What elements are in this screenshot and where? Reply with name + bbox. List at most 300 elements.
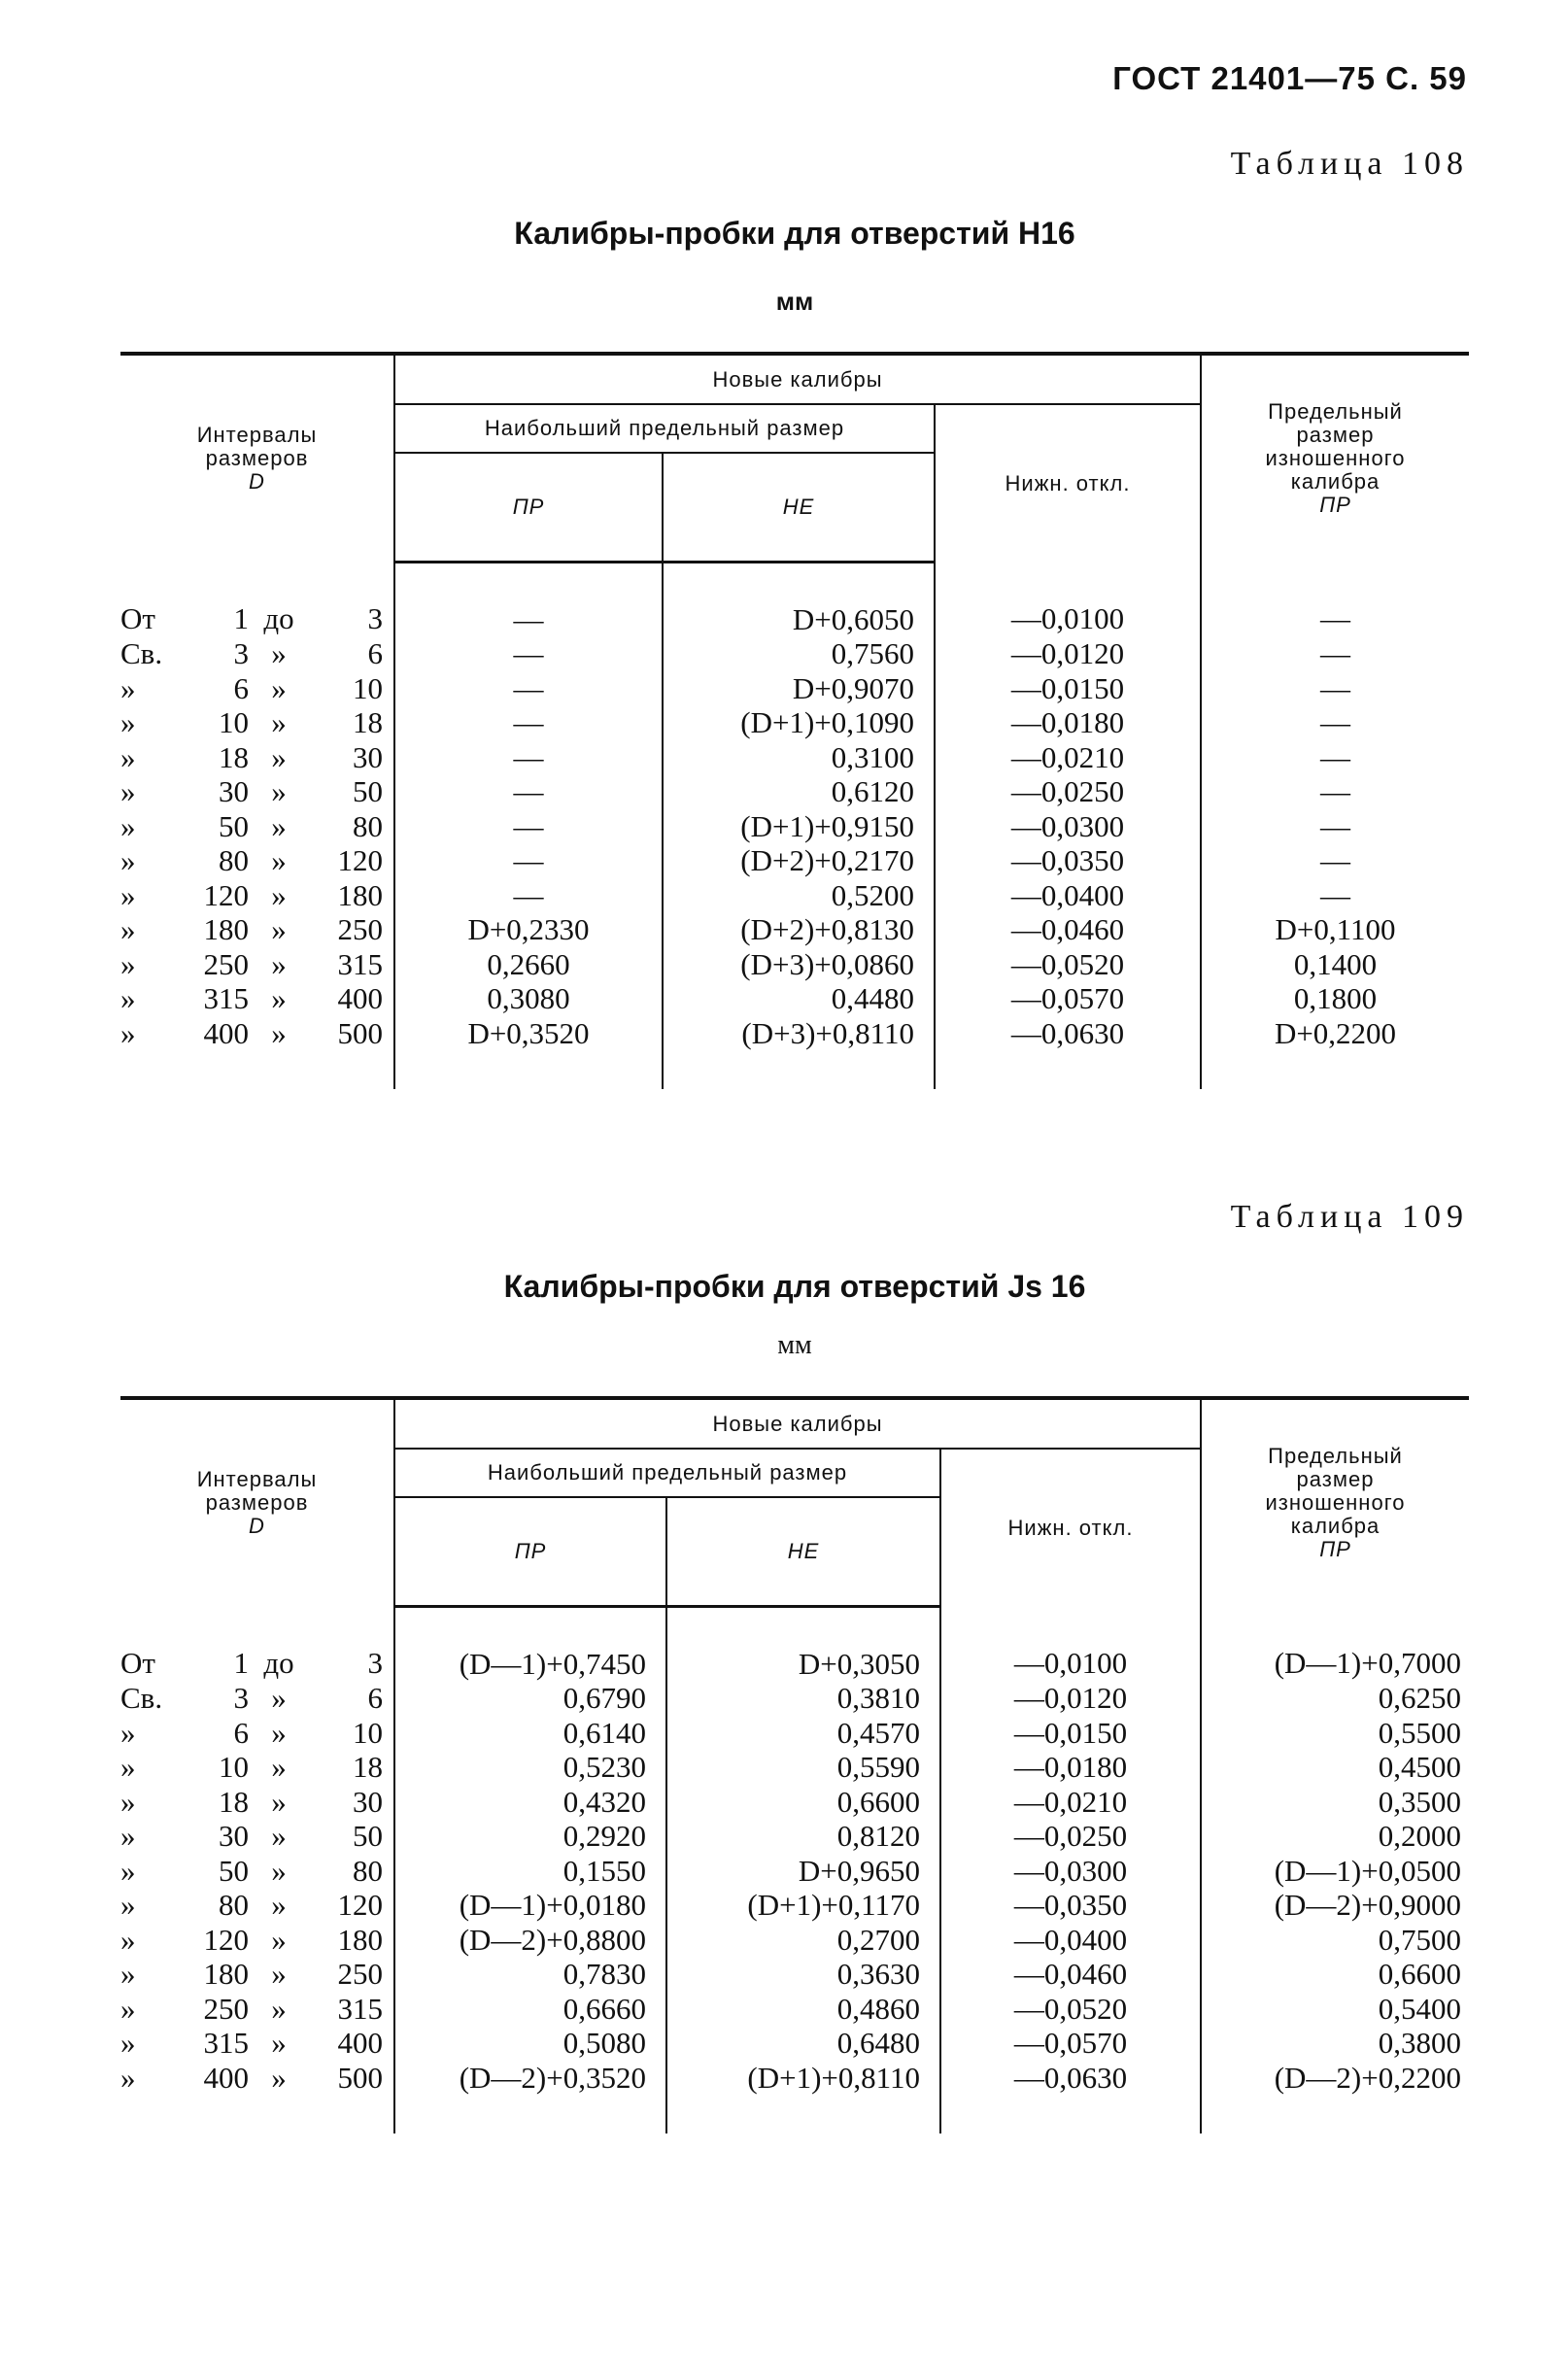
cell-pr: (D—1)+0,0180 bbox=[394, 1888, 666, 1923]
cell-lower-dev: —0,0210 bbox=[935, 740, 1201, 775]
interval-to: 180 bbox=[337, 1922, 383, 1957]
interval-to: 18 bbox=[353, 1750, 383, 1784]
interval-from: 120 bbox=[203, 1922, 249, 1957]
interval-to: 50 bbox=[353, 774, 383, 808]
interval-prefix: » bbox=[120, 774, 136, 808]
cell-ne: D+0,6050 bbox=[663, 562, 935, 636]
cell-worn-limit: 0,3800 bbox=[1201, 2026, 1469, 2061]
cell-ne: 0,2700 bbox=[666, 1923, 940, 1958]
interval-sep: » bbox=[271, 2060, 287, 2095]
cell-pr: 0,6660 bbox=[394, 1992, 666, 2027]
interval-prefix: » bbox=[120, 981, 136, 1015]
interval-to: 250 bbox=[337, 912, 383, 946]
cell-ne: (D+1)+0,1090 bbox=[663, 705, 935, 740]
cell-worn-limit: D+0,2200 bbox=[1201, 1016, 1469, 1090]
interval-prefix: » bbox=[120, 1991, 136, 2026]
cell-pr: 0,6790 bbox=[394, 1681, 666, 1716]
interval-prefix: » bbox=[120, 1957, 136, 1991]
cell-pr: (D—1)+0,7450 bbox=[394, 1606, 666, 1681]
interval-sep: » bbox=[271, 1750, 287, 1784]
interval-to: 3 bbox=[367, 1645, 383, 1680]
interval-sep: » bbox=[271, 636, 287, 670]
interval-prefix: » bbox=[120, 1715, 136, 1750]
cell-interval bbox=[120, 2026, 394, 2061]
interval-sep: » bbox=[271, 1888, 287, 1922]
cell-lower-dev: —0,0120 bbox=[940, 1681, 1201, 1716]
cell-pr: — bbox=[394, 705, 663, 740]
header-intervals bbox=[120, 354, 394, 562]
cell-lower-dev: —0,0460 bbox=[940, 1957, 1201, 1992]
interval-sep: » bbox=[271, 843, 287, 877]
table-label: Таблица 109 bbox=[1230, 1199, 1469, 1235]
cell-lower-dev: —0,0520 bbox=[940, 1992, 1201, 2027]
cell-pr: 0,2920 bbox=[394, 1819, 666, 1854]
cell-worn-limit: (D—1)+0,7000 bbox=[1201, 1606, 1469, 1681]
cell-interval bbox=[120, 1785, 394, 1820]
interval-sep: » bbox=[271, 1681, 287, 1715]
table-row bbox=[120, 1923, 1469, 1958]
cell-worn-limit: 0,6250 bbox=[1201, 1681, 1469, 1716]
cell-worn-limit: — bbox=[1201, 878, 1469, 913]
cell-lower-dev: —0,0150 bbox=[940, 1716, 1201, 1751]
interval-to: 315 bbox=[337, 946, 383, 981]
gauge-table-108 bbox=[120, 352, 1469, 1089]
interval-prefix: » bbox=[120, 808, 136, 843]
cell-worn-limit: — bbox=[1201, 774, 1469, 809]
table-row bbox=[120, 705, 1469, 740]
interval-to: 315 bbox=[337, 1991, 383, 2026]
cell-ne: (D+1)+0,9150 bbox=[663, 809, 935, 844]
cell-ne: (D+2)+0,8130 bbox=[663, 912, 935, 947]
header-intervals bbox=[120, 1398, 394, 1606]
cell-lower-dev: —0,0350 bbox=[940, 1888, 1201, 1923]
cell-interval bbox=[120, 740, 394, 775]
cell-lower-dev: —0,0400 bbox=[935, 878, 1201, 913]
cell-ne: (D+1)+0,1170 bbox=[666, 1888, 940, 1923]
table-row bbox=[120, 1888, 1469, 1923]
cell-worn-limit: (D—2)+0,9000 bbox=[1201, 1888, 1469, 1923]
cell-interval bbox=[120, 1606, 394, 1681]
header-worn-line3: изношенного bbox=[1265, 446, 1406, 470]
table-row bbox=[120, 843, 1469, 878]
cell-ne: 0,8120 bbox=[666, 1819, 940, 1854]
interval-from: 18 bbox=[219, 739, 249, 774]
table-unit: мм bbox=[775, 287, 814, 316]
header-worn-line1: Предельный bbox=[1268, 399, 1403, 424]
cell-lower-dev: —0,0520 bbox=[935, 947, 1201, 982]
cell-interval bbox=[120, 912, 394, 947]
table-row bbox=[120, 1681, 1469, 1716]
cell-interval bbox=[120, 843, 394, 878]
table-row bbox=[120, 878, 1469, 913]
cell-pr: D+0,2330 bbox=[394, 912, 663, 947]
cell-pr: 0,5080 bbox=[394, 2026, 666, 2061]
cell-interval bbox=[120, 1819, 394, 1854]
interval-from: 30 bbox=[219, 1819, 249, 1853]
header-intervals-line3: D bbox=[249, 1514, 265, 1538]
cell-worn-limit: 0,7500 bbox=[1201, 1923, 1469, 1958]
interval-from: 120 bbox=[203, 877, 249, 912]
cell-ne: 0,6600 bbox=[666, 1785, 940, 1820]
cell-ne: 0,3810 bbox=[666, 1681, 940, 1716]
interval-to: 6 bbox=[367, 1681, 383, 1715]
interval-sep: » bbox=[271, 2026, 287, 2060]
interval-to: 180 bbox=[337, 877, 383, 912]
interval-prefix: » bbox=[120, 2060, 136, 2095]
table-row bbox=[120, 1992, 1469, 2027]
cell-ne: 0,4480 bbox=[663, 981, 935, 1016]
cell-ne: (D+3)+0,0860 bbox=[663, 947, 935, 982]
table-row bbox=[120, 2026, 1469, 2061]
interval-sep: » bbox=[271, 1991, 287, 2026]
interval-from: 50 bbox=[219, 1853, 249, 1888]
interval-sep: до bbox=[263, 1645, 294, 1680]
cell-lower-dev: —0,0180 bbox=[935, 705, 1201, 740]
interval-to: 30 bbox=[353, 739, 383, 774]
cell-lower-dev: —0,0100 bbox=[940, 1606, 1201, 1681]
interval-sep: до bbox=[263, 600, 294, 635]
cell-lower-dev: —0,0250 bbox=[940, 1819, 1201, 1854]
interval-to: 500 bbox=[337, 1015, 383, 1050]
cell-interval bbox=[120, 671, 394, 706]
header-pr: ПР bbox=[394, 1497, 666, 1606]
header-new-gauges: Новые калибры bbox=[394, 1398, 1201, 1449]
interval-sep: » bbox=[271, 912, 287, 946]
cell-worn-limit: — bbox=[1201, 636, 1469, 671]
cell-ne: 0,5200 bbox=[663, 878, 935, 913]
cell-worn-limit: 0,4500 bbox=[1201, 1750, 1469, 1785]
interval-sep: » bbox=[271, 1819, 287, 1853]
table-108-block bbox=[120, 146, 1469, 1089]
header-lower-dev: Нижн. откл. bbox=[935, 404, 1201, 562]
cell-pr: 0,3080 bbox=[394, 981, 663, 1016]
cell-lower-dev: —0,0100 bbox=[935, 562, 1201, 636]
interval-from: 6 bbox=[233, 1715, 249, 1750]
header-pr: ПР bbox=[394, 453, 663, 562]
header-worn-line3: изношенного bbox=[1265, 1490, 1406, 1515]
header-intervals-line2: размеров bbox=[205, 446, 309, 470]
cell-interval bbox=[120, 1681, 394, 1716]
interval-prefix: » bbox=[120, 1750, 136, 1784]
cell-interval bbox=[120, 1957, 394, 1992]
cell-pr: — bbox=[394, 562, 663, 636]
cell-lower-dev: —0,0460 bbox=[935, 912, 1201, 947]
cell-interval bbox=[120, 981, 394, 1016]
table-unit: мм bbox=[777, 1330, 812, 1360]
cell-pr: — bbox=[394, 809, 663, 844]
interval-from: 80 bbox=[219, 1888, 249, 1922]
header-largest-limit: Наибольший предельный размер bbox=[394, 404, 935, 453]
cell-interval bbox=[120, 1716, 394, 1751]
interval-sep: » bbox=[271, 1922, 287, 1957]
interval-from: 6 bbox=[233, 670, 249, 705]
table-row bbox=[120, 1016, 1469, 1090]
interval-from: 180 bbox=[203, 912, 249, 946]
cell-ne: D+0,3050 bbox=[666, 1606, 940, 1681]
cell-pr: (D—2)+0,8800 bbox=[394, 1923, 666, 1958]
table-row bbox=[120, 1750, 1469, 1785]
cell-interval bbox=[120, 2061, 394, 2134]
interval-from: 10 bbox=[219, 705, 249, 739]
interval-to: 30 bbox=[353, 1784, 383, 1819]
cell-worn-limit: — bbox=[1201, 705, 1469, 740]
cell-worn-limit: 0,5500 bbox=[1201, 1716, 1469, 1751]
header-ne: НЕ bbox=[663, 453, 935, 562]
interval-sep: » bbox=[271, 981, 287, 1015]
table-row bbox=[120, 1606, 1469, 1681]
interval-to: 120 bbox=[337, 1888, 383, 1922]
cell-worn-limit: — bbox=[1201, 562, 1469, 636]
interval-sep: » bbox=[271, 774, 287, 808]
header-intervals-line1: Интервалы bbox=[196, 1467, 318, 1491]
interval-to: 6 bbox=[367, 636, 383, 670]
cell-interval bbox=[120, 705, 394, 740]
header-largest-limit: Наибольший предельный размер bbox=[394, 1449, 940, 1497]
interval-sep: » bbox=[271, 705, 287, 739]
cell-worn-limit: 0,5400 bbox=[1201, 1992, 1469, 2027]
interval-from: 250 bbox=[203, 946, 249, 981]
cell-interval bbox=[120, 1888, 394, 1923]
interval-prefix: » bbox=[120, 739, 136, 774]
cell-pr: — bbox=[394, 740, 663, 775]
interval-prefix: От bbox=[120, 600, 155, 635]
cell-lower-dev: —0,0400 bbox=[940, 1923, 1201, 1958]
header-worn-line2: размер bbox=[1296, 1467, 1375, 1491]
interval-sep: » bbox=[271, 1784, 287, 1819]
cell-pr: — bbox=[394, 636, 663, 671]
header-worn-line5: ПР bbox=[1319, 493, 1351, 517]
cell-ne: 0,3630 bbox=[666, 1957, 940, 1992]
cell-lower-dev: —0,0300 bbox=[940, 1854, 1201, 1889]
interval-from: 3 bbox=[233, 1681, 249, 1715]
table-label: Таблица 108 bbox=[1230, 146, 1469, 182]
table-108-body bbox=[120, 562, 1469, 1089]
interval-sep: » bbox=[271, 1715, 287, 1750]
interval-prefix: » bbox=[120, 1784, 136, 1819]
cell-ne: (D+1)+0,8110 bbox=[666, 2061, 940, 2134]
cell-interval bbox=[120, 1016, 394, 1090]
cell-ne: 0,3100 bbox=[663, 740, 935, 775]
interval-prefix: » bbox=[120, 1888, 136, 1922]
cell-interval bbox=[120, 636, 394, 671]
interval-prefix: » bbox=[120, 1015, 136, 1050]
table-row bbox=[120, 1716, 1469, 1751]
interval-prefix: » bbox=[120, 946, 136, 981]
interval-prefix: » bbox=[120, 912, 136, 946]
interval-prefix: » bbox=[120, 1922, 136, 1957]
interval-prefix: От bbox=[120, 1645, 155, 1680]
header-worn-line2: размер bbox=[1296, 423, 1375, 447]
cell-interval bbox=[120, 947, 394, 982]
interval-sep: » bbox=[271, 877, 287, 912]
header-worn-line4: калибра bbox=[1290, 469, 1381, 494]
interval-prefix: » bbox=[120, 1819, 136, 1853]
interval-prefix: » bbox=[120, 843, 136, 877]
cell-worn-limit: D+0,1100 bbox=[1201, 912, 1469, 947]
cell-worn-limit: 0,3500 bbox=[1201, 1785, 1469, 1820]
cell-lower-dev: —0,0570 bbox=[940, 2026, 1201, 2061]
interval-to: 250 bbox=[337, 1957, 383, 1991]
interval-sep: » bbox=[271, 670, 287, 705]
header-worn-limit bbox=[1201, 1398, 1469, 1606]
cell-worn-limit: — bbox=[1201, 843, 1469, 878]
header-new-gauges: Новые калибры bbox=[394, 354, 1201, 404]
interval-sep: » bbox=[271, 946, 287, 981]
cell-lower-dev: —0,0350 bbox=[935, 843, 1201, 878]
table-109-body bbox=[120, 1606, 1469, 2133]
interval-prefix: » bbox=[120, 2026, 136, 2060]
cell-ne: (D+3)+0,8110 bbox=[663, 1016, 935, 1090]
interval-prefix: » bbox=[120, 877, 136, 912]
table-109-block bbox=[120, 1199, 1469, 2133]
header-worn-limit bbox=[1201, 354, 1469, 562]
cell-lower-dev: —0,0180 bbox=[940, 1750, 1201, 1785]
cell-interval bbox=[120, 878, 394, 913]
table-row bbox=[120, 1957, 1469, 1992]
header-worn-line4: калибра bbox=[1290, 1514, 1381, 1538]
cell-ne: 0,4570 bbox=[666, 1716, 940, 1751]
cell-worn-limit: (D—1)+0,0500 bbox=[1201, 1854, 1469, 1889]
table-row bbox=[120, 947, 1469, 982]
cell-pr: 0,7830 bbox=[394, 1957, 666, 1992]
cell-interval bbox=[120, 562, 394, 636]
interval-prefix: » bbox=[120, 705, 136, 739]
cell-interval bbox=[120, 1854, 394, 1889]
table-row bbox=[120, 671, 1469, 706]
interval-from: 400 bbox=[203, 2060, 249, 2095]
interval-to: 10 bbox=[353, 1715, 383, 1750]
cell-lower-dev: —0,0630 bbox=[940, 2061, 1201, 2134]
page-header: ГОСТ 21401—75 С. 59 bbox=[1112, 60, 1467, 96]
header-intervals-line1: Интервалы bbox=[196, 423, 318, 447]
cell-lower-dev: —0,0120 bbox=[935, 636, 1201, 671]
cell-pr: (D—2)+0,3520 bbox=[394, 2061, 666, 2134]
cell-worn-limit: 0,1800 bbox=[1201, 981, 1469, 1016]
table-row bbox=[120, 636, 1469, 671]
interval-prefix: » bbox=[120, 670, 136, 705]
cell-lower-dev: —0,0210 bbox=[940, 1785, 1201, 1820]
interval-to: 80 bbox=[353, 808, 383, 843]
interval-from: 315 bbox=[203, 2026, 249, 2060]
cell-lower-dev: —0,0570 bbox=[935, 981, 1201, 1016]
cell-pr: 0,5230 bbox=[394, 1750, 666, 1785]
interval-to: 400 bbox=[337, 981, 383, 1015]
interval-to: 3 bbox=[367, 600, 383, 635]
cell-pr: — bbox=[394, 843, 663, 878]
cell-interval bbox=[120, 1750, 394, 1785]
interval-from: 80 bbox=[219, 843, 249, 877]
cell-ne: 0,7560 bbox=[663, 636, 935, 671]
interval-prefix: Св. bbox=[120, 636, 163, 670]
interval-from: 30 bbox=[219, 774, 249, 808]
cell-worn-limit: — bbox=[1201, 671, 1469, 706]
interval-to: 400 bbox=[337, 2026, 383, 2060]
table-row bbox=[120, 981, 1469, 1016]
cell-pr: 0,2660 bbox=[394, 947, 663, 982]
interval-to: 80 bbox=[353, 1853, 383, 1888]
interval-from: 180 bbox=[203, 1957, 249, 1991]
cell-lower-dev: —0,0300 bbox=[935, 809, 1201, 844]
interval-to: 18 bbox=[353, 705, 383, 739]
cell-interval bbox=[120, 774, 394, 809]
cell-interval bbox=[120, 1992, 394, 2027]
interval-from: 315 bbox=[203, 981, 249, 1015]
cell-pr: 0,4320 bbox=[394, 1785, 666, 1820]
gauge-table-109 bbox=[120, 1396, 1469, 2133]
cell-interval bbox=[120, 1923, 394, 1958]
interval-sep: » bbox=[271, 808, 287, 843]
cell-worn-limit: — bbox=[1201, 740, 1469, 775]
table-row bbox=[120, 809, 1469, 844]
interval-sep: » bbox=[271, 1957, 287, 1991]
table-row bbox=[120, 1854, 1469, 1889]
table-row bbox=[120, 1785, 1469, 1820]
cell-worn-limit: — bbox=[1201, 809, 1469, 844]
cell-ne: D+0,9650 bbox=[666, 1854, 940, 1889]
cell-pr: — bbox=[394, 878, 663, 913]
cell-worn-limit: 0,2000 bbox=[1201, 1819, 1469, 1854]
cell-pr: D+0,3520 bbox=[394, 1016, 663, 1090]
table-row bbox=[120, 740, 1469, 775]
interval-to: 50 bbox=[353, 1819, 383, 1853]
header-worn-line1: Предельный bbox=[1268, 1444, 1403, 1468]
interval-sep: » bbox=[271, 1853, 287, 1888]
cell-lower-dev: —0,0250 bbox=[935, 774, 1201, 809]
table-row bbox=[120, 912, 1469, 947]
interval-to: 10 bbox=[353, 670, 383, 705]
cell-ne: D+0,9070 bbox=[663, 671, 935, 706]
interval-from: 1 bbox=[233, 1645, 249, 1680]
table-row bbox=[120, 774, 1469, 809]
interval-to: 120 bbox=[337, 843, 383, 877]
cell-ne: 0,6120 bbox=[663, 774, 935, 809]
interval-prefix: » bbox=[120, 1853, 136, 1888]
cell-worn-limit: 0,1400 bbox=[1201, 947, 1469, 982]
table-row bbox=[120, 562, 1469, 636]
interval-from: 3 bbox=[233, 636, 249, 670]
cell-lower-dev: —0,0630 bbox=[935, 1016, 1201, 1090]
interval-to: 500 bbox=[337, 2060, 383, 2095]
header-intervals-line2: размеров bbox=[205, 1490, 309, 1515]
cell-ne: 0,4860 bbox=[666, 1992, 940, 2027]
interval-from: 400 bbox=[203, 1015, 249, 1050]
table-row bbox=[120, 1819, 1469, 1854]
header-intervals-line3: D bbox=[249, 469, 265, 494]
cell-pr: — bbox=[394, 671, 663, 706]
header-ne: НЕ bbox=[666, 1497, 940, 1606]
interval-sep: » bbox=[271, 739, 287, 774]
cell-lower-dev: —0,0150 bbox=[935, 671, 1201, 706]
table-title: Калибры-пробки для отверстий Н16 bbox=[514, 216, 1075, 251]
table-title: Калибры-пробки для отверстий Js 16 bbox=[503, 1269, 1086, 1304]
interval-from: 50 bbox=[219, 808, 249, 843]
cell-interval bbox=[120, 809, 394, 844]
table-row bbox=[120, 2061, 1469, 2134]
interval-prefix: Св. bbox=[120, 1681, 163, 1715]
cell-worn-limit: (D—2)+0,2200 bbox=[1201, 2061, 1469, 2134]
cell-ne: 0,6480 bbox=[666, 2026, 940, 2061]
cell-worn-limit: 0,6600 bbox=[1201, 1957, 1469, 1992]
interval-sep: » bbox=[271, 1015, 287, 1050]
cell-pr: 0,6140 bbox=[394, 1716, 666, 1751]
interval-from: 10 bbox=[219, 1750, 249, 1784]
interval-from: 1 bbox=[233, 600, 249, 635]
interval-from: 250 bbox=[203, 1991, 249, 2026]
header-worn-line5: ПР bbox=[1319, 1537, 1351, 1561]
cell-pr: — bbox=[394, 774, 663, 809]
cell-ne: 0,5590 bbox=[666, 1750, 940, 1785]
interval-from: 18 bbox=[219, 1784, 249, 1819]
